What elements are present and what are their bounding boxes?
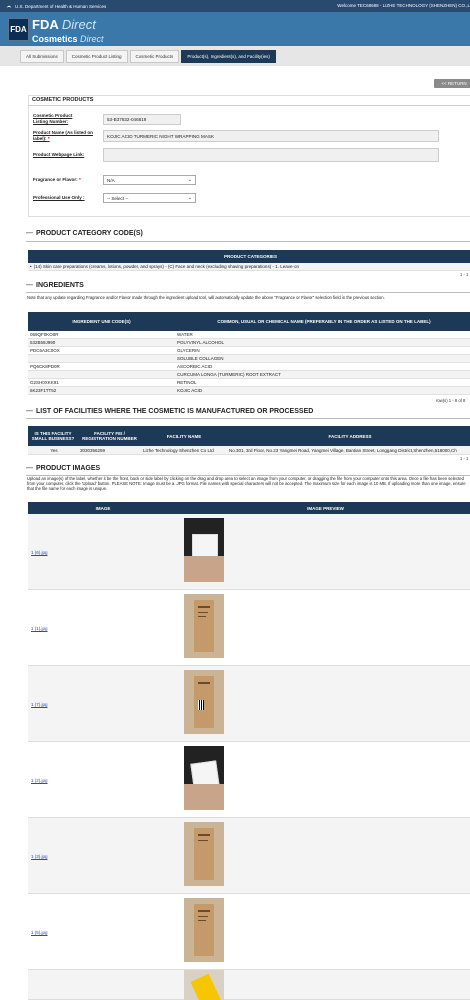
divider: [26, 292, 470, 293]
ingredient-name: SOLUBLE COLLAGEN: [177, 356, 224, 361]
product-name-field[interactable]: KOJIC ACID TURMERIC NIGHT WRAPPING MASK: [103, 130, 439, 142]
small-business-value: Yes: [50, 447, 58, 453]
table-row: [28, 355, 470, 363]
fragrance-select[interactable]: N/A ⌄: [103, 175, 196, 185]
table-row: [28, 339, 470, 347]
fei-value: 3030356259: [80, 447, 106, 453]
images-note: Upload an image(s) of the label, whether it be the front, back or side label by clicking on the drag and drop area to select an image from your computer, or dragging the file from your computer onto this area. Once a file has been selected from your computer, click the 'Upload' button. PLEASE NOTE: Image must be a .JPG format. File names with special characters will not be accepted. The maximum size for each image is 10 MB. If uploading more than one image, ensure that the file name for each image is unique.: [27, 476, 466, 491]
image-preview[interactable]: [184, 970, 224, 1000]
unii-code: 059QF0KO0R: [30, 332, 59, 337]
image-preview[interactable]: [184, 518, 224, 582]
image-file-link[interactable]: 1 (3).jpg: [31, 854, 48, 859]
collapse-icon: —: [26, 408, 33, 415]
ingredient-name: CURCUMA LONGA (TURMERIC) ROOT EXTRACT: [177, 372, 281, 377]
facility-name-value: Lizhe Technology Shenzhen Co Ltd: [143, 447, 214, 453]
fragrance-label: Fragrance or Flavor: *: [33, 177, 81, 182]
chemical-name-column-header: COMMON, USUAL OR CHEMICAL NAME (PREFERABLY IN THE ORDER AS LISTED ON THE LABEL): [175, 312, 470, 331]
collapse-icon: —: [26, 282, 33, 289]
image-file-link[interactable]: 1 (6).jpg: [31, 550, 48, 555]
preview-column-header: IMAGE PREVIEW: [178, 502, 470, 514]
table-row: [28, 331, 470, 339]
table-row: [28, 379, 470, 387]
ingredient-name: RETINOL: [177, 380, 197, 385]
listing-number-field: 53-B37832-046819: [103, 114, 181, 125]
welcome-text: Welcome TEC68688 - LIZHE TECHNOLOGY (SHENZHEN) CO.,L: [337, 3, 470, 8]
divider: [26, 418, 470, 419]
categories-pager: 1 - 1: [460, 272, 469, 277]
unii-code: 532B59J990: [30, 340, 56, 345]
unii-code: G2SH0XKK91: [30, 380, 59, 385]
image-column-header: IMAGE: [28, 502, 178, 514]
ingredient-name: ASCORBIC ACID: [177, 364, 213, 369]
ingredients-section-header[interactable]: — INGREDIENTS: [26, 282, 84, 289]
ingredient-name: KOJIC ACID: [177, 388, 203, 393]
brand-subtitle: Cosmetics Direct: [32, 34, 104, 44]
table-row: • (14) Skin care preparations (creams, lotions, powder, and sprays) - (C) Face and neck (excluding shaving preparations) - 1. Leave-on: [28, 263, 470, 271]
image-file-link[interactable]: 1 (5).jpg: [31, 930, 48, 935]
image-row: [28, 742, 470, 818]
facilities-pager: 1 - 1: [460, 456, 469, 461]
top-bar: [0, 0, 470, 12]
facilities-section-header[interactable]: — LIST OF FACILITIES WHERE THE COSMETIC IS MANUFACTURED OR PROCESSED: [26, 408, 314, 415]
divider: [28, 105, 470, 106]
images-section-header[interactable]: — PRODUCT IMAGES: [26, 465, 101, 472]
table-row: [28, 371, 470, 379]
divider: [26, 241, 470, 242]
image-preview[interactable]: [184, 822, 224, 886]
unii-code: 6K23F1TT52: [30, 388, 57, 393]
image-preview[interactable]: [184, 746, 224, 810]
facility-address-column-header: FACILITY ADDRESS: [227, 426, 470, 446]
unii-code: PQ6CK8PD0R: [30, 364, 60, 369]
collapse-icon: —: [26, 230, 33, 237]
image-row: [28, 590, 470, 666]
fda-logo: FDA: [8, 18, 29, 41]
categories-section-header[interactable]: — PRODUCT CATEGORY CODE(S): [26, 230, 143, 237]
image-row: [28, 514, 470, 590]
ingredient-name: POLYVINYL ALCOHOL: [177, 340, 225, 345]
image-file-link[interactable]: 1 (1).jpg: [31, 626, 48, 631]
image-row: [28, 970, 470, 1000]
table-row: [28, 446, 470, 455]
professional-use-label: Professional Use Only :: [33, 195, 85, 200]
app-header: [0, 12, 470, 46]
facility-address-value: No.301, 3rd Floor, No.23 Yangmei Road, Yangmei Village, Bantian Street, Longgang District,Shenzhen,518000,Ch: [229, 447, 457, 453]
hhs-eagle-icon: [6, 3, 12, 9]
image-file-link[interactable]: 1 (2).jpg: [31, 778, 48, 783]
webpage-link-field[interactable]: [103, 148, 439, 162]
unii-code: [28, 355, 175, 362]
ingredient-name: WATER: [177, 332, 193, 337]
table-row: [28, 363, 470, 371]
webpage-link-label: Product Webpage Link:: [33, 152, 85, 157]
fei-column-header: FACILITY FEI / REGISTRATION NUMBER: [78, 426, 141, 446]
ingredient-name: GLYCERIN: [177, 348, 200, 353]
chevron-down-icon: ⌄: [187, 195, 192, 201]
image-preview[interactable]: [184, 670, 224, 734]
crumb-product-listing[interactable]: Cosmetic Product Listing: [66, 50, 128, 63]
product-name-label: Product Name (As listed on label): *: [33, 130, 93, 141]
unii-code: [28, 371, 175, 378]
image-row: [28, 666, 470, 742]
professional-use-select[interactable]: -- Select -- ⌄: [103, 193, 196, 203]
unii-code: PDC6A3C0OX: [30, 348, 60, 353]
crumb-cosmetic-products[interactable]: Cosmetic Products: [130, 50, 180, 63]
categories-table-header: PRODUCT CATEGORIES: [28, 250, 470, 263]
chevron-down-icon: ⌄: [187, 177, 192, 183]
small-business-column-header: IS THIS FACILITY SMALL BUSINESS?: [28, 426, 78, 446]
breadcrumb: [20, 50, 276, 63]
image-row: [28, 818, 470, 894]
unii-column-header: INGREDIENT UNII CODE(S): [28, 312, 175, 331]
product-section-title: COSMETIC PRODUCTS: [32, 97, 94, 103]
agency-text: U.S. Department of Health & Human Services: [15, 3, 107, 9]
collapse-icon: —: [26, 465, 33, 472]
facility-name-column-header: FACILITY NAME: [141, 426, 227, 446]
agency-link[interactable]: [6, 3, 106, 9]
image-preview[interactable]: [184, 594, 224, 658]
listing-number-label: Cosmetic Product Listing Number:: [33, 113, 73, 124]
table-row: [28, 387, 470, 395]
return-button[interactable]: << RETURN: [434, 79, 470, 88]
image-file-link[interactable]: 1 (7).jpg: [31, 702, 48, 707]
image-row: [28, 894, 470, 970]
ingredients-note: Note that any update regarding Fragrance and/or Flavor made through the ingredient upload tool, will automatically update the above "Fragrance or Flavor" selection field in the previous section.: [27, 295, 385, 300]
brand-title: FDA Direct: [32, 17, 96, 32]
image-preview[interactable]: [184, 898, 224, 962]
table-row: [28, 347, 470, 355]
ingredients-pager: row(s) 1 - 8 of 8: [436, 398, 466, 403]
crumb-current: Product(s), Ingredient(s), and Facility(ies): [181, 50, 276, 63]
category-text: (14) Skin care preparations (creams, lotions, powder, and sprays) - (C) Face and neck (excluding shaving preparations) - 1. Leave-on: [33, 264, 299, 269]
crumb-all-submissions[interactable]: All Submissions: [20, 50, 64, 63]
